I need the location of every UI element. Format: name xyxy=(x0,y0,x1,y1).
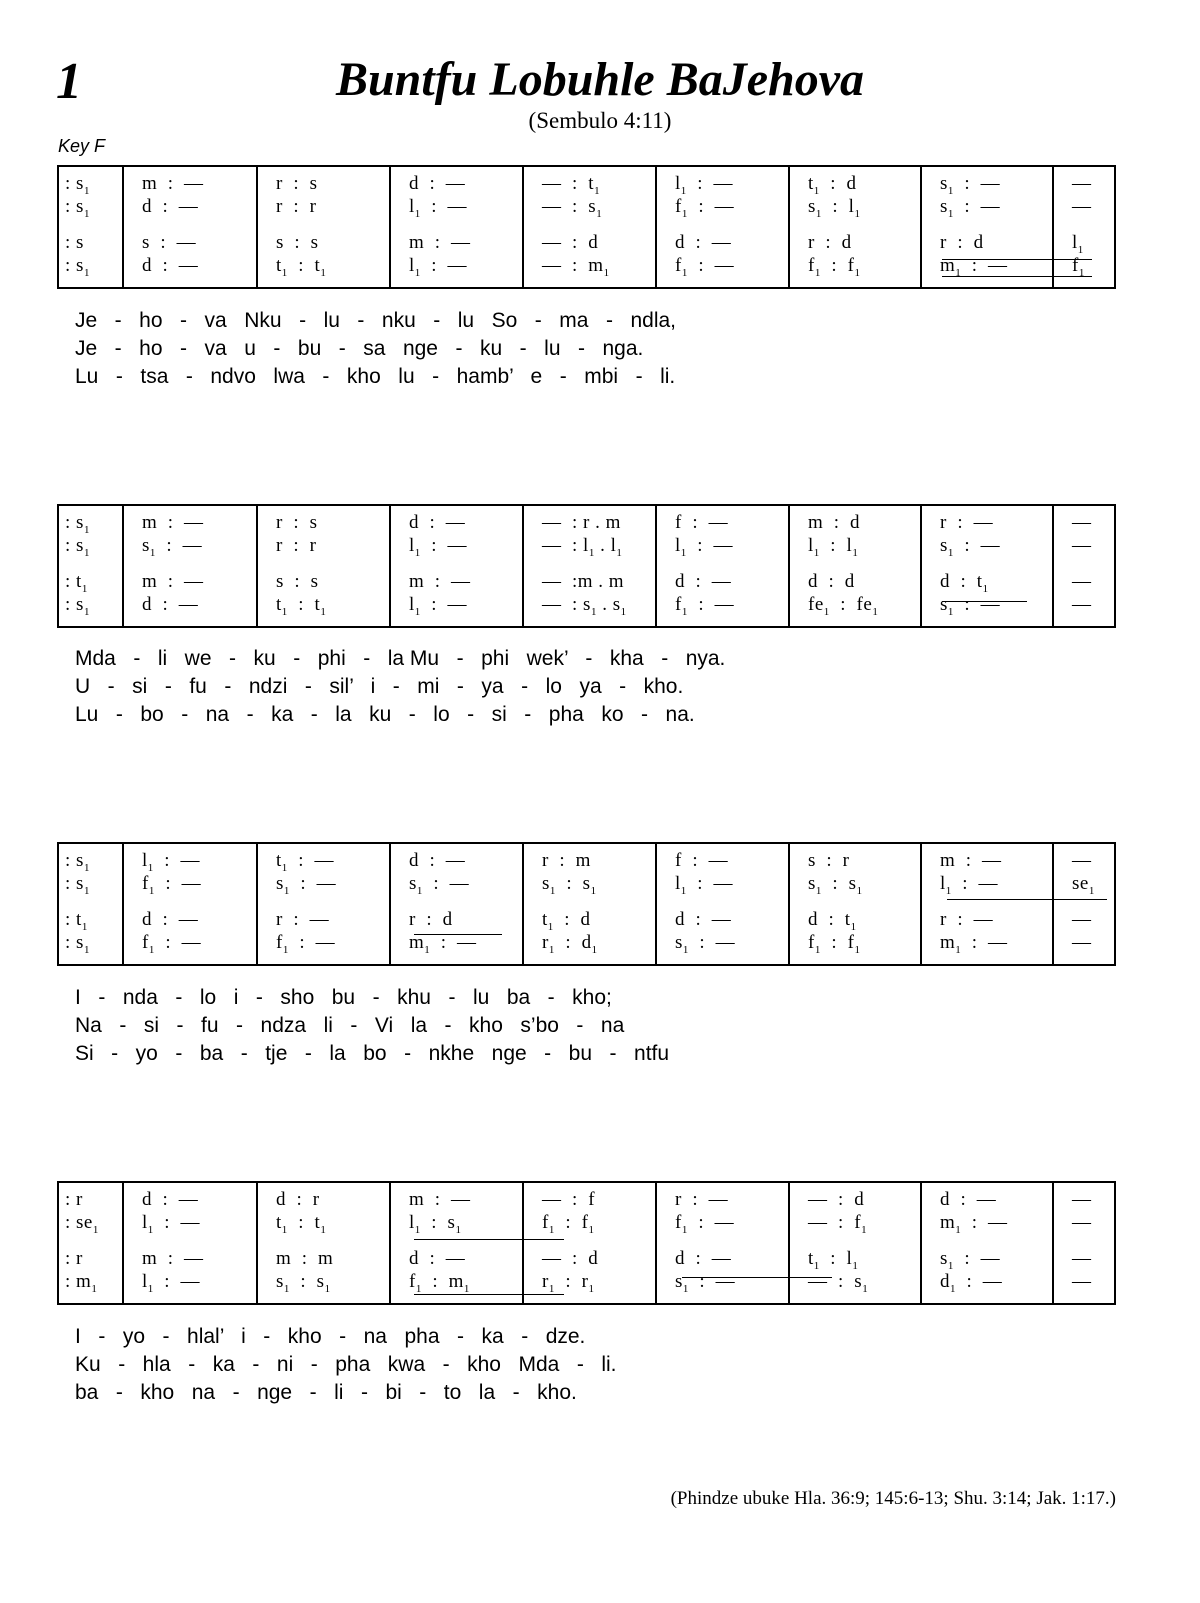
solfa-cell: d : r xyxy=(276,1189,320,1210)
solfa-cell: d : — xyxy=(675,1248,732,1269)
solfa-cell: d : — xyxy=(142,909,199,930)
solfa-cell: : $t_1$ xyxy=(65,909,88,933)
solfa-cell: r : — xyxy=(940,512,994,533)
solfa-cell: : $se_1$ xyxy=(65,1212,99,1236)
solfa-cell: $f_1$ : — xyxy=(142,873,202,897)
hymn-title: Buntfu Lobuhle BaJehova xyxy=(335,53,865,106)
tonic-solfa-system xyxy=(57,504,1116,628)
solfa-cell: $l_1$ : — xyxy=(142,1212,201,1236)
solfa-cell: — xyxy=(1072,196,1092,217)
solfa-cell: r : d xyxy=(940,232,984,253)
solfa-cell: — xyxy=(1072,1212,1092,1233)
solfa-cell: $m_1$ : — xyxy=(940,255,1008,279)
solfa-cell: $s_1$ : $s_1$ xyxy=(542,873,597,897)
solfa-cell: $se_1$ xyxy=(1072,873,1095,897)
solfa-cell: r : — xyxy=(276,909,330,930)
solfa-cell: r : m xyxy=(542,850,591,871)
solfa-cell: — : $t_1$ xyxy=(542,173,601,197)
solfa-cell: $m_1$ : — xyxy=(940,1212,1008,1236)
solfa-cell: m : — xyxy=(409,571,471,592)
solfa-cell: $f_1$ : $f_1$ xyxy=(808,932,861,956)
solfa-cell: $s_1$ : $s_1$ xyxy=(276,1271,331,1295)
lyric-line: ba - kho na - nge - li - bi - to la - kho. xyxy=(75,1381,577,1404)
barline xyxy=(256,844,258,964)
solfa-cell: : $s_1$ xyxy=(65,873,90,897)
solfa-cell: — xyxy=(1072,173,1092,194)
solfa-cell: : $s_1$ xyxy=(65,173,90,197)
solfa-cell: r : — xyxy=(675,1189,729,1210)
barline xyxy=(920,1183,922,1303)
solfa-cell: d : — xyxy=(409,512,466,533)
solfa-cell: : $m_1$ xyxy=(65,1271,98,1295)
key-signature: Key F xyxy=(58,136,106,156)
solfa-cell: $t_1$ : $t_1$ xyxy=(276,255,327,279)
barline xyxy=(522,506,524,626)
solfa-cell: — : d xyxy=(542,1248,599,1269)
solfa-cell: — : $l_1$ . $l_1$ xyxy=(542,535,623,559)
solfa-cell: $s_1$ : — xyxy=(142,535,203,559)
solfa-cell: $r_1$ : $r_1$ xyxy=(542,1271,595,1295)
solfa-cell: $l_1$ : — xyxy=(142,1271,201,1295)
slur-line xyxy=(942,259,1092,260)
barline xyxy=(920,844,922,964)
solfa-cell: d : — xyxy=(142,255,199,276)
barline xyxy=(389,844,391,964)
solfa-cell: $m_1$ : — xyxy=(940,932,1008,956)
slur-line xyxy=(414,1294,564,1295)
solfa-cell: $m_1$ : — xyxy=(409,932,477,956)
lyric-line: Je - ho - va u - bu - sa nge - ku - lu - nga. xyxy=(75,337,644,360)
solfa-cell: $r_1$ : $d_1$ xyxy=(542,932,598,956)
hymn-number: 1 xyxy=(56,53,82,110)
solfa-cell: — : d xyxy=(542,232,599,253)
solfa-cell: $f_1$ : — xyxy=(276,932,336,956)
barline xyxy=(788,844,790,964)
solfa-cell: m : — xyxy=(940,850,1002,871)
barline xyxy=(122,167,124,287)
barline xyxy=(522,844,524,964)
slur-line xyxy=(682,1277,832,1278)
solfa-cell: — xyxy=(1072,1189,1092,1210)
solfa-cell: d : — xyxy=(142,196,199,217)
solfa-cell: d : — xyxy=(409,850,466,871)
solfa-cell: $l_1$ : — xyxy=(409,196,468,220)
solfa-cell: $l_1$ : $l_1$ xyxy=(808,535,859,559)
barline xyxy=(389,167,391,287)
solfa-cell: d : — xyxy=(940,1189,997,1210)
barline xyxy=(522,1183,524,1303)
solfa-cell: m : — xyxy=(409,232,471,253)
lyric-line: Si - yo - ba - tje - la bo - nkhe nge - bu - ntfu xyxy=(75,1042,670,1065)
solfa-cell: $l_1$ : — xyxy=(675,173,734,197)
solfa-cell: $s_1$ : — xyxy=(940,1248,1001,1272)
solfa-cell: $t_1$ : — xyxy=(276,850,335,874)
solfa-cell: $t_1$ : d xyxy=(542,909,591,933)
barline xyxy=(389,1183,391,1303)
solfa-cell: : $s_1$ xyxy=(65,255,90,279)
solfa-cell: $f_1$ : — xyxy=(675,594,735,618)
solfa-cell: — xyxy=(1072,571,1092,592)
solfa-cell: — : $m_1$ xyxy=(542,255,610,279)
solfa-cell: $s_1$ : — xyxy=(409,873,470,897)
solfa-cell: m : — xyxy=(409,1189,471,1210)
solfa-cell: $f_1$ : — xyxy=(675,196,735,220)
solfa-cell: $l_1$ : $s_1$ xyxy=(409,1212,462,1236)
barline xyxy=(256,167,258,287)
solfa-cell: r : r xyxy=(276,535,317,556)
solfa-cell: $f_1$ xyxy=(1072,255,1085,279)
solfa-cell: — : $s_1$ . $s_1$ xyxy=(542,594,627,618)
solfa-cell: d : $t_1$ xyxy=(940,571,989,595)
barline xyxy=(122,844,124,964)
solfa-cell: — xyxy=(1072,512,1092,533)
tonic-solfa-system xyxy=(57,165,1116,289)
barline xyxy=(655,167,657,287)
solfa-cell: d : — xyxy=(675,571,732,592)
solfa-cell: $fe_1$ : $fe_1$ xyxy=(808,594,879,618)
solfa-cell: : $s_1$ xyxy=(65,850,90,874)
solfa-cell: $t_1$ : d xyxy=(808,173,857,197)
solfa-cell: : $s_1$ xyxy=(65,594,90,618)
solfa-cell: $s_1$ : $l_1$ xyxy=(808,196,861,220)
solfa-cell: — : $s_1$ xyxy=(542,196,603,220)
solfa-cell: : $t_1$ xyxy=(65,571,88,595)
barline xyxy=(122,506,124,626)
solfa-cell: — : r . m xyxy=(542,512,621,533)
solfa-cell: — : f xyxy=(542,1189,596,1210)
barline xyxy=(655,506,657,626)
solfa-cell: $f_1$ : $f_1$ xyxy=(808,255,861,279)
barline xyxy=(389,506,391,626)
solfa-cell: $t_1$ : $t_1$ xyxy=(276,594,327,618)
barline xyxy=(920,506,922,626)
solfa-cell: — xyxy=(1072,1271,1092,1292)
solfa-cell: : $s_1$ xyxy=(65,535,90,559)
solfa-cell: : $s_1$ xyxy=(65,932,90,956)
barline xyxy=(655,1183,657,1303)
solfa-cell: $f_1$ : — xyxy=(142,932,202,956)
solfa-cell: $l_1$ : — xyxy=(142,850,201,874)
solfa-cell: — xyxy=(1072,850,1092,871)
solfa-cell: — xyxy=(1072,594,1092,615)
solfa-cell: r : r xyxy=(276,196,317,217)
tonic-solfa-system xyxy=(57,1181,1116,1305)
solfa-cell: f : — xyxy=(675,850,729,871)
barline xyxy=(788,1183,790,1303)
solfa-cell: $f_1$ : $m_1$ xyxy=(409,1271,470,1295)
solfa-cell: s : s xyxy=(276,571,319,592)
solfa-cell: $l_1$ : — xyxy=(409,535,468,559)
solfa-cell: $s_1$ : — xyxy=(940,594,1001,618)
solfa-cell: r : s xyxy=(276,512,318,533)
solfa-cell: — : $f_1$ xyxy=(808,1212,868,1236)
solfa-cell: $l_1$ xyxy=(1072,232,1084,256)
solfa-cell: m : — xyxy=(142,571,204,592)
solfa-cell: : r xyxy=(65,1189,83,1210)
barline xyxy=(920,167,922,287)
solfa-cell: d : — xyxy=(675,232,732,253)
solfa-cell: — xyxy=(1072,535,1092,556)
solfa-cell: — : d xyxy=(808,1189,865,1210)
solfa-cell: $l_1$ : — xyxy=(409,594,468,618)
solfa-cell: s : r xyxy=(808,850,850,871)
solfa-cell: $t_1$ : $t_1$ xyxy=(276,1212,327,1236)
solfa-cell: $s_1$ : — xyxy=(276,873,337,897)
barline xyxy=(788,506,790,626)
solfa-cell: $s_1$ : — xyxy=(940,535,1001,559)
solfa-cell: r : d xyxy=(808,232,852,253)
barline xyxy=(655,844,657,964)
barline xyxy=(1052,506,1054,626)
solfa-cell: $t_1$ : $l_1$ xyxy=(808,1248,859,1272)
barline xyxy=(788,167,790,287)
lyric-line: Na - si - fu - ndza li - Vi la - kho s’bo - na xyxy=(75,1014,625,1037)
solfa-cell: $l_1$ : — xyxy=(675,535,734,559)
solfa-cell: m : — xyxy=(142,1248,204,1269)
solfa-cell: $f_1$ : — xyxy=(675,255,735,279)
slur-line xyxy=(947,899,1107,900)
barline xyxy=(256,1183,258,1303)
barline xyxy=(1052,167,1054,287)
solfa-cell: : r xyxy=(65,1248,83,1269)
solfa-cell: $l_1$ : — xyxy=(409,255,468,279)
slur-line xyxy=(942,601,1027,602)
solfa-cell: $s_1$ : — xyxy=(675,932,736,956)
solfa-cell: d : — xyxy=(409,173,466,194)
solfa-cell: $d_1$ : — xyxy=(940,1271,1003,1295)
solfa-cell: d : — xyxy=(675,909,732,930)
tonic-solfa-system xyxy=(57,842,1116,966)
barline xyxy=(1052,1183,1054,1303)
solfa-cell: r : d xyxy=(409,909,453,930)
solfa-cell: — xyxy=(1072,909,1092,930)
solfa-cell: d : — xyxy=(142,1189,199,1210)
solfa-cell: m : m xyxy=(276,1248,334,1269)
solfa-cell: : $s_1$ xyxy=(65,196,90,220)
solfa-cell: f : — xyxy=(675,512,729,533)
solfa-cell: — : $s_1$ xyxy=(808,1271,869,1295)
lyric-line: Ku - hla - ka - ni - pha kwa - kho Mda - li. xyxy=(75,1353,617,1376)
footer-scripture-references: (Phindze ubuke Hla. 36:9; 145:6-13; Shu. 3:14; Jak. 1:17.) xyxy=(670,1488,1116,1509)
solfa-cell: d : d xyxy=(808,571,855,592)
lyric-line: Mda - li we - ku - phi - la Mu - phi wek’ - kha - nya. xyxy=(75,647,726,670)
slur-line xyxy=(414,934,502,935)
solfa-cell: — :m . m xyxy=(542,571,625,592)
slur-line xyxy=(942,276,1092,277)
lyric-line: Je - ho - va Nku - lu - nku - lu So - ma - ndla, xyxy=(75,309,677,332)
solfa-cell: $l_1$ : — xyxy=(675,873,734,897)
solfa-cell: — xyxy=(1072,1248,1092,1269)
solfa-cell: $l_1$ : — xyxy=(940,873,999,897)
barline xyxy=(122,1183,124,1303)
solfa-cell: d : $t_1$ xyxy=(808,909,857,933)
solfa-cell: $f_1$ : $f_1$ xyxy=(542,1212,595,1236)
solfa-cell: $s_1$ : — xyxy=(675,1271,736,1295)
solfa-cell: r : s xyxy=(276,173,318,194)
solfa-cell: : $s_1$ xyxy=(65,512,90,536)
barline xyxy=(256,506,258,626)
solfa-cell: m : — xyxy=(142,512,204,533)
lyric-line: Lu - bo - na - ka - la ku - lo - si - pha ko - na. xyxy=(75,703,695,726)
solfa-cell: $s_1$ : — xyxy=(940,173,1001,197)
solfa-cell: $s_1$ : — xyxy=(940,196,1001,220)
solfa-cell: s : s xyxy=(276,232,319,253)
lyric-line: U - si - fu - ndzi - sil’ i - mi - ya - lo ya - kho. xyxy=(75,675,684,698)
barline xyxy=(1052,844,1054,964)
solfa-cell: r : — xyxy=(940,909,994,930)
solfa-cell: s : — xyxy=(142,232,197,253)
solfa-cell: m : d xyxy=(808,512,861,533)
slur-line xyxy=(414,1239,564,1240)
scripture-subtitle: (Sembulo 4:11) xyxy=(528,108,672,133)
solfa-cell: d : — xyxy=(142,594,199,615)
lyric-line: I - yo - hlal’ i - kho - na pha - ka - dze. xyxy=(75,1325,586,1348)
solfa-cell: $s_1$ : $s_1$ xyxy=(808,873,863,897)
solfa-cell: $f_1$ : — xyxy=(675,1212,735,1236)
lyric-line: Lu - tsa - ndvo lwa - kho lu - hamb’ e - mbi - li. xyxy=(75,365,676,388)
solfa-cell: — xyxy=(1072,932,1092,953)
solfa-cell: : s xyxy=(65,232,84,253)
barline xyxy=(522,167,524,287)
solfa-cell: m : — xyxy=(142,173,204,194)
solfa-cell: d : — xyxy=(409,1248,466,1269)
lyric-line: I - nda - lo i - sho bu - khu - lu ba - kho; xyxy=(75,986,612,1009)
